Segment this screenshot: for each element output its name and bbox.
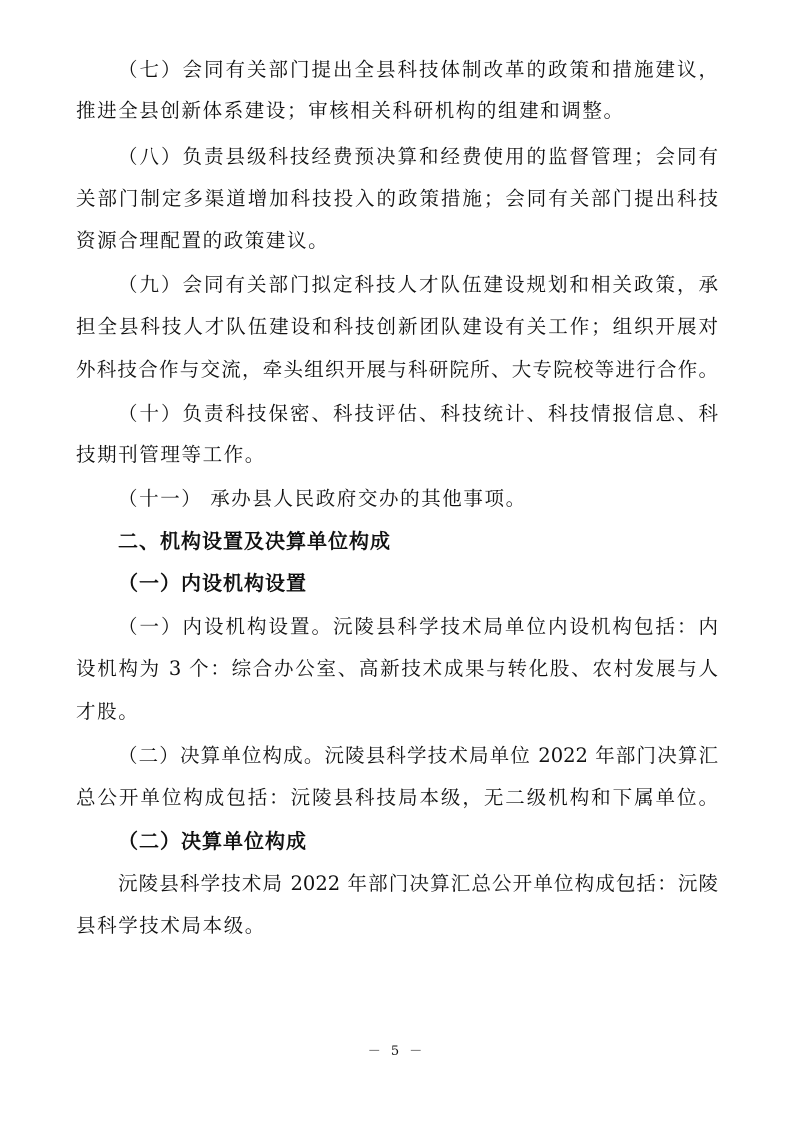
section-a-line-3: 才股。 [76, 700, 140, 723]
paragraph-10-line-2: 技期刊管理等工作。 [76, 443, 266, 466]
paragraph-8-line-2: 关部门制定多渠道增加科技投入的政策措施；会同有关部门提出科技 [76, 187, 718, 210]
section-a-line-1: （一）内设机构设置。沅陵县科学技术局单位内设机构包括：内 [118, 615, 718, 638]
paragraph-9-line-2: 担全县科技人才队伍建设和科技创新团队建设有关工作；组织开展对 [76, 315, 718, 338]
paragraph-10-line-1: （十）负责科技保密、科技评估、科技统计、科技情报信息、科 [118, 402, 718, 425]
section-a-line-2: 设机构为 3 个：综合办公室、高新技术成果与转化股、农村发展与人 [76, 657, 718, 680]
page-number: － 5 － [367, 1044, 426, 1059]
paragraph-7-line-2: 推进全县创新体系建设；审核相关科研机构的组建和调整。 [76, 99, 625, 122]
section-heading-2: 二、机构设置及决算单位构成 [118, 529, 391, 553]
sub-heading-internal-structure: （一）内设机构设置 [118, 571, 307, 595]
section-b-line-2: 县科学技术局本级。 [76, 914, 266, 937]
section-b-line-1: 沅陵县科学技术局 2022 年部门决算汇总公开单位构成包括：沅陵 [118, 872, 718, 895]
paragraph-7-line-1: （七）会同有关部门提出全县科技体制改革的政策和措施建议， [118, 58, 718, 81]
paragraph-8-line-1: （八）负责县级科技经费预决算和经费使用的监督管理；会同有 [118, 145, 718, 168]
paragraph-11-line-1: （十一） 承办县人民政府交办的其他事项。 [118, 487, 527, 510]
sub-heading-budget-units: （二）决算单位构成 [118, 829, 307, 853]
section-a-line-5: 总公开单位构成包括：沅陵县科技局本级，无二级机构和下属单位。 [76, 786, 718, 809]
section-a-line-4: （二）决算单位构成。沅陵县科学技术局单位 2022 年部门决算汇 [118, 744, 718, 767]
paragraph-9-line-3: 外科技合作与交流，牵头组织开展与科研院所、大专院校等进行合作。 [76, 358, 718, 381]
paragraph-9-line-1: （九）会同有关部门拟定科技人才队伍建设规划和相关政策，承 [118, 273, 718, 296]
paragraph-8-line-3: 资源合理配置的政策建议。 [76, 229, 330, 252]
